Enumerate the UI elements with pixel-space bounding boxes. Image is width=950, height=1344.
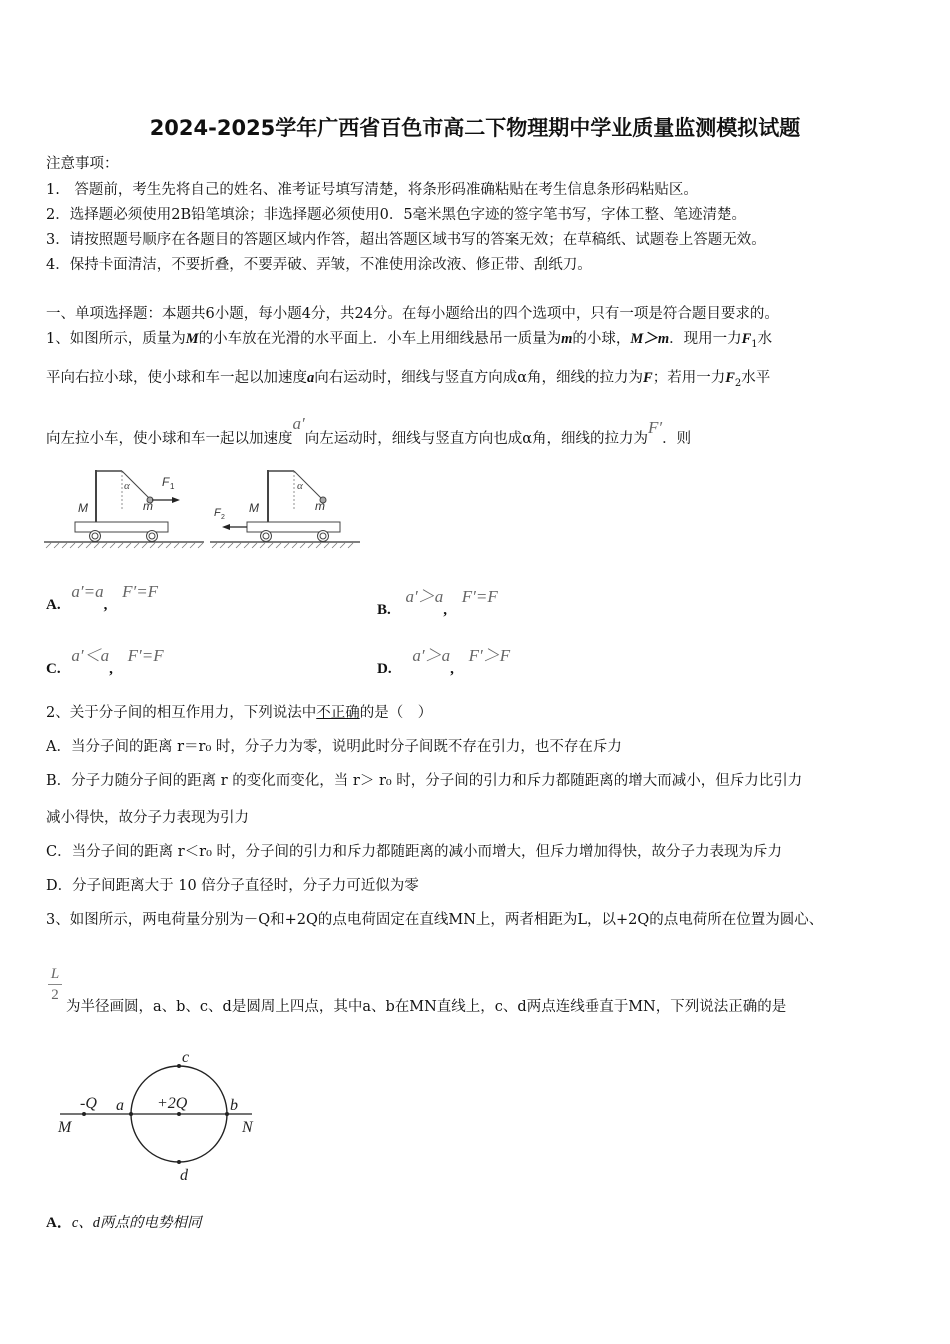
- svg-text:-Q: -Q: [80, 1095, 97, 1112]
- svg-text:M: M: [78, 501, 88, 515]
- q1-option-a[interactable]: A. a′=a, F′=F: [46, 582, 159, 613]
- q1-stem-line2: 平向右拉小球，使小球和车一起以加速度a向右运动时，细线与竖直方向成α角，细线的拉力为F；若用一力$F_2$水平: [46, 370, 771, 389]
- q2-option-a[interactable]: A．当分子间的距离 r＝r₀ 时，分子力为零，说明此时分子间既不存在引力，也不存在斥力: [46, 739, 622, 755]
- alpha-label: α: [124, 480, 130, 492]
- svg-text:M: M: [249, 501, 259, 515]
- q1-option-d[interactable]: D. a′＞a, F′＞F: [377, 646, 511, 677]
- notice-item-1: 1. 答题前，考生先将自己的姓名、准考证号填写清楚，将条形码准确粘贴在考生信息条形码粘贴区。: [46, 182, 698, 198]
- q2-option-d[interactable]: D．分子间距离大于 10 倍分子直径时，分子力可近似为零: [46, 878, 419, 894]
- q3-option-a[interactable]: A．c、d两点的电势相同: [46, 1215, 202, 1231]
- svg-text:1: 1: [170, 482, 175, 491]
- notice-heading: 注意事项：: [46, 156, 119, 172]
- page-title: 2024-2025学年广西省百色市高二下物理期中学业质量监测模拟试题: [149, 116, 801, 140]
- q2-option-b-cont: 减小得快，故分子力表现为引力: [46, 810, 249, 826]
- q1-stem-line3: 向左拉小车，使小球和车一起以加速度a′向左运动时，细线与竖直方向也成α角，细线的拉力为F′．则: [46, 414, 692, 447]
- svg-text:N: N: [242, 1119, 253, 1136]
- q1-option-b[interactable]: B. a′＞a, F′=F: [377, 587, 498, 618]
- svg-text:m: m: [143, 499, 153, 513]
- q3-fraction: L 2: [48, 966, 62, 1003]
- q3-stem-line1: 3、如图所示，两电荷量分别为－Q和+2Q的点电荷固定在直线MN上，两者相距为L，以+2Q的点电荷所在位置为圆心、: [46, 912, 824, 928]
- svg-text:d: d: [180, 1167, 188, 1184]
- q3-circle-figure: [52, 1050, 272, 1185]
- notice-item-3: 3．请按照题号顺序在各题目的答题区域内作答，超出答题区域书写的答案无效；在草稿纸、试题卷上答题无效。: [46, 232, 766, 248]
- q2-option-c[interactable]: C．当分子间的距离 r＜r₀ 时，分子间的引力和斥力都随距离的减小而增大，但斥力增加得快，故分子力表现为斥力: [46, 844, 782, 860]
- svg-text:a: a: [116, 1097, 124, 1114]
- q1-cart-figure: [42, 462, 362, 552]
- q3-stem-line2: 为半径画圆，a、b、c、d是圆周上四点，其中a、b在MN直线上，c、d两点连线垂直于MN，下列说法正确的是: [66, 999, 787, 1015]
- q1-option-c[interactable]: C. a′＜a, F′=F: [46, 646, 164, 677]
- q2-stem: 2、关于分子间的相互作用力，下列说法中不正确的是（ ）: [46, 705, 433, 721]
- svg-text:m: m: [315, 499, 325, 513]
- q1-stem-line1: 1、如图所示，质量为M的小车放在光滑的水平面上．小车上用细线悬吊一质量为m的小球，M＞m．现用一力$F_1$水: [46, 331, 773, 350]
- notice-item-4: 4．保持卡面清洁，不要折叠，不要弄破、弄皱，不准使用涂改液、修正带、刮纸刀。: [46, 257, 592, 273]
- svg-text:M: M: [58, 1119, 72, 1136]
- svg-text:+2Q: +2Q: [157, 1095, 188, 1112]
- svg-text:2: 2: [221, 514, 225, 521]
- section-heading: 一、单项选择题：本题共6小题，每小题4分，共24分。在每小题给出的四个选项中，只有一项是符合题目要求的。: [46, 306, 779, 322]
- svg-text:c: c: [182, 1050, 190, 1066]
- svg-text:F: F: [214, 507, 221, 519]
- notice-item-2: 2．选择题必须使用2B铅笔填涂；非选择题必须使用0．5毫米黑色字迹的签字笔书写，字体工整、笔迹清楚。: [46, 207, 747, 223]
- svg-text:b: b: [230, 1097, 238, 1114]
- svg-text:α: α: [297, 480, 303, 492]
- q2-option-b[interactable]: B．分子力随分子间的距离 r 的变化而变化，当 r＞ r₀ 时，分子间的引力和斥力都随距离的增大而减小，但斥力比引力: [46, 773, 803, 789]
- svg-text:F: F: [162, 475, 170, 489]
